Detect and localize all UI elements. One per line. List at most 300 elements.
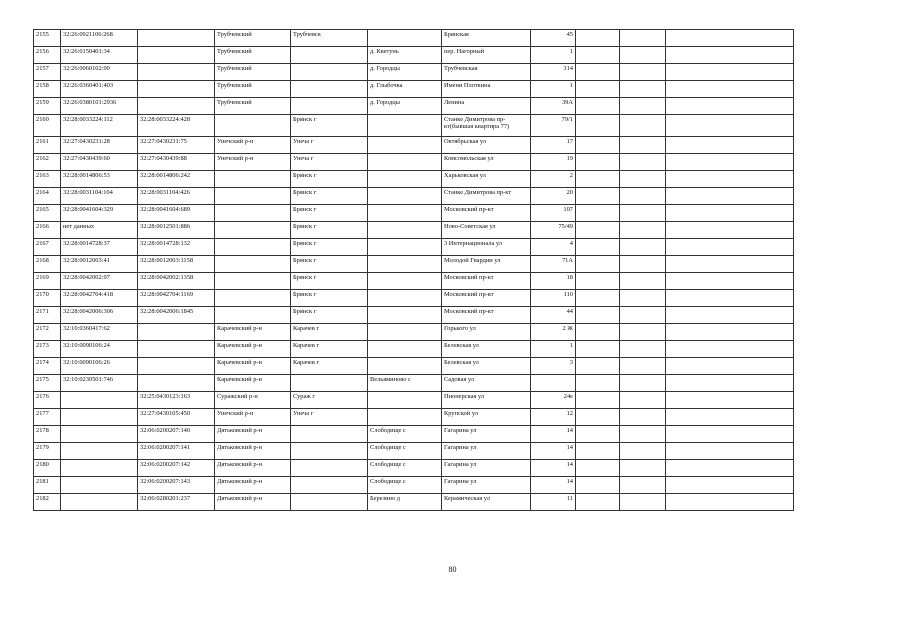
cell-cadastral-number-2: 32:28:0012003:1158 (138, 256, 215, 273)
cell-district (215, 188, 291, 205)
table-row (34, 115, 794, 137)
cell-row-number: 2159 (34, 98, 61, 115)
cell-district: Трубчевский (215, 98, 291, 115)
cell-extra-3 (666, 171, 794, 188)
cell-house-number: 20 (531, 188, 576, 205)
cell-house-number: 39А (531, 98, 576, 115)
table-row (34, 154, 794, 171)
cell-extra-3 (666, 409, 794, 426)
cell-cadastral-number-2: 32:28:0042002:1358 (138, 273, 215, 290)
cell-cadastral-number-2: 32:28:0014806:242 (138, 171, 215, 188)
cell-row-number: 2166 (34, 222, 61, 239)
cell-district (215, 171, 291, 188)
cell-extra-1 (576, 341, 620, 358)
table-row (34, 392, 794, 409)
cell-cadastral-number-2 (138, 375, 215, 392)
cell-settlement (368, 324, 442, 341)
cell-extra-1 (576, 64, 620, 81)
cell-row-number: 2182 (34, 494, 61, 511)
cell-house-number: 24е (531, 392, 576, 409)
cell-district: Карачевский р-н (215, 324, 291, 341)
cell-cadastral-number: 32:26:0150401:34 (61, 47, 138, 64)
cell-city: Сураж г (291, 392, 368, 409)
table-row (34, 188, 794, 205)
cell-extra-3 (666, 358, 794, 375)
cell-street: Гагарина ул (442, 443, 531, 460)
cell-city (291, 443, 368, 460)
cell-city: Унеча г (291, 137, 368, 154)
table-row (34, 256, 794, 273)
cell-street: Гагарина ул (442, 426, 531, 443)
cell-house-number: 71А (531, 256, 576, 273)
property-table (33, 29, 794, 511)
cell-district: Трубчевский (215, 81, 291, 98)
cell-house-number: 44 (531, 307, 576, 324)
table-row (34, 324, 794, 341)
cell-house-number: 14 (531, 443, 576, 460)
cell-extra-2 (620, 290, 666, 307)
cell-district (215, 307, 291, 324)
cell-district: Унечский р-н (215, 137, 291, 154)
table-row (34, 426, 794, 443)
cell-extra-3 (666, 64, 794, 81)
cell-extra-1 (576, 460, 620, 477)
cell-street: Гагарина ул (442, 477, 531, 494)
cell-street: Пионерская ул (442, 392, 531, 409)
cell-district: Карачевский р-н (215, 341, 291, 358)
cell-cadastral-number: 32:26:0921106:268 (61, 30, 138, 47)
cell-extra-3 (666, 477, 794, 494)
cell-row-number: 2161 (34, 137, 61, 154)
cell-city (291, 375, 368, 392)
cell-row-number: 2163 (34, 171, 61, 188)
table-row (34, 47, 794, 64)
cell-row-number: 2155 (34, 30, 61, 47)
cell-settlement (368, 341, 442, 358)
cell-district: Карачевский р-н (215, 375, 291, 392)
cell-settlement (368, 205, 442, 222)
cell-extra-2 (620, 115, 666, 137)
cell-row-number: 2168 (34, 256, 61, 273)
cell-street: Московский пр-кт (442, 307, 531, 324)
cell-extra-3 (666, 154, 794, 171)
cell-street: Октябрьская ул (442, 137, 531, 154)
cell-city: Брянск г (291, 256, 368, 273)
cell-cadastral-number-2: 32:27:0430105:450 (138, 409, 215, 426)
cell-city: Брянск г (291, 115, 368, 137)
cell-extra-3 (666, 81, 794, 98)
cell-extra-1 (576, 256, 620, 273)
cell-extra-2 (620, 171, 666, 188)
cell-cadastral-number: 32:10:0090106:24 (61, 341, 138, 358)
cell-cadastral-number: 32:28:0041604:329 (61, 205, 138, 222)
cell-street: Садовая ул (442, 375, 531, 392)
cell-extra-1 (576, 307, 620, 324)
cell-cadastral-number-2 (138, 358, 215, 375)
cell-cadastral-number (61, 426, 138, 443)
table-row (34, 443, 794, 460)
cell-extra-2 (620, 222, 666, 239)
cell-street: Гагарина ул (442, 460, 531, 477)
table-row (34, 290, 794, 307)
cell-house-number (531, 375, 576, 392)
cell-street: Московский пр-кт (442, 273, 531, 290)
cell-row-number: 2169 (34, 273, 61, 290)
cell-street: Молодой Гвардии ул (442, 256, 531, 273)
cell-extra-3 (666, 392, 794, 409)
table-row (34, 98, 794, 115)
cell-house-number: 1 (531, 81, 576, 98)
table-row (34, 494, 794, 511)
cell-city: Карачев г (291, 324, 368, 341)
cell-cadastral-number: 32:26:0380101:2936 (61, 98, 138, 115)
cell-settlement: д. Глыбочка (368, 81, 442, 98)
cell-cadastral-number: нет данных (61, 222, 138, 239)
cell-house-number: 314 (531, 64, 576, 81)
cell-settlement: Вельяминово с (368, 375, 442, 392)
table-row (34, 137, 794, 154)
cell-street: Имени Плоткина (442, 81, 531, 98)
cell-settlement (368, 409, 442, 426)
cell-street: Комсомольская ул (442, 154, 531, 171)
cell-street: Ново-Советская ул (442, 222, 531, 239)
cell-extra-2 (620, 98, 666, 115)
cell-district: Дятьковский р-н (215, 460, 291, 477)
cell-extra-2 (620, 154, 666, 171)
cell-row-number: 2176 (34, 392, 61, 409)
cell-extra-1 (576, 273, 620, 290)
cell-settlement (368, 358, 442, 375)
cell-district: Дятьковский р-н (215, 494, 291, 511)
cell-street: Белевская ул (442, 358, 531, 375)
cell-extra-2 (620, 426, 666, 443)
cell-row-number: 2180 (34, 460, 61, 477)
cell-row-number: 2164 (34, 188, 61, 205)
table-row (34, 239, 794, 256)
cell-settlement (368, 154, 442, 171)
cell-row-number: 2162 (34, 154, 61, 171)
cell-extra-1 (576, 477, 620, 494)
cell-cadastral-number: 32:28:0012003:41 (61, 256, 138, 273)
cell-city: Трубчевск (291, 30, 368, 47)
cell-street: 3 Интернационала ул (442, 239, 531, 256)
cell-extra-1 (576, 494, 620, 511)
table-row (34, 273, 794, 290)
cell-extra-1 (576, 443, 620, 460)
cell-extra-1 (576, 426, 620, 443)
cell-settlement (368, 222, 442, 239)
cell-house-number: 107 (531, 205, 576, 222)
table-row (34, 222, 794, 239)
cell-cadastral-number-2 (138, 324, 215, 341)
cell-settlement (368, 137, 442, 154)
cell-extra-3 (666, 188, 794, 205)
cell-row-number: 2173 (34, 341, 61, 358)
cell-settlement (368, 115, 442, 137)
cell-house-number: 1 (531, 47, 576, 64)
cell-extra-3 (666, 426, 794, 443)
cell-district: Трубчевский (215, 64, 291, 81)
cell-cadastral-number-2 (138, 64, 215, 81)
cell-extra-1 (576, 358, 620, 375)
cell-house-number: 2 Ж (531, 324, 576, 341)
cell-extra-2 (620, 239, 666, 256)
cell-house-number: 17 (531, 137, 576, 154)
cell-row-number: 2179 (34, 443, 61, 460)
cell-city: Брянск г (291, 188, 368, 205)
table-row (34, 341, 794, 358)
cell-extra-2 (620, 47, 666, 64)
cell-extra-3 (666, 307, 794, 324)
cell-extra-2 (620, 188, 666, 205)
cell-extra-3 (666, 460, 794, 477)
table-body (34, 30, 794, 511)
cell-row-number: 2181 (34, 477, 61, 494)
table-row (34, 205, 794, 222)
cell-settlement (368, 307, 442, 324)
cell-extra-2 (620, 137, 666, 154)
cell-settlement (368, 256, 442, 273)
cell-extra-2 (620, 409, 666, 426)
cell-extra-2 (620, 307, 666, 324)
cell-extra-1 (576, 188, 620, 205)
cell-city: Брянск г (291, 290, 368, 307)
cell-city (291, 477, 368, 494)
cell-district: Дятьковский р-н (215, 443, 291, 460)
table-row (34, 477, 794, 494)
cell-street: Белевская ул (442, 341, 531, 358)
cell-cadastral-number-2: 32:28:0041604:689 (138, 205, 215, 222)
table-row (34, 307, 794, 324)
cell-extra-3 (666, 375, 794, 392)
cell-cadastral-number-2: 32:28:0033224:428 (138, 115, 215, 137)
cell-settlement (368, 392, 442, 409)
cell-extra-2 (620, 205, 666, 222)
cell-settlement (368, 188, 442, 205)
cell-house-number: 14 (531, 460, 576, 477)
cell-extra-1 (576, 171, 620, 188)
cell-city: Брянск г (291, 222, 368, 239)
cell-cadastral-number (61, 443, 138, 460)
cell-cadastral-number (61, 409, 138, 426)
cell-cadastral-number-2: 32:28:0012501:886 (138, 222, 215, 239)
cell-extra-3 (666, 341, 794, 358)
cell-street: Харьковская ул (442, 171, 531, 188)
cell-settlement (368, 30, 442, 47)
cell-cadastral-number (61, 392, 138, 409)
cell-row-number: 2175 (34, 375, 61, 392)
table-row (34, 81, 794, 98)
cell-extra-1 (576, 375, 620, 392)
cell-house-number: 4 (531, 239, 576, 256)
cell-extra-3 (666, 115, 794, 137)
cell-city: Брянск г (291, 205, 368, 222)
cell-extra-1 (576, 98, 620, 115)
cell-district: Унечский р-н (215, 154, 291, 171)
cell-extra-2 (620, 375, 666, 392)
cell-extra-1 (576, 154, 620, 171)
cell-extra-3 (666, 239, 794, 256)
cell-row-number: 2160 (34, 115, 61, 137)
cell-city: Карачев г (291, 341, 368, 358)
cell-cadastral-number: 32:28:0014728:37 (61, 239, 138, 256)
cell-row-number: 2177 (34, 409, 61, 426)
cell-cadastral-number-2: 32:27:0430231:75 (138, 137, 215, 154)
cell-district: Дятьковский р-н (215, 477, 291, 494)
cell-cadastral-number: 32:28:0031104:104 (61, 188, 138, 205)
cell-city (291, 494, 368, 511)
cell-row-number: 2157 (34, 64, 61, 81)
cell-extra-1 (576, 205, 620, 222)
cell-row-number: 2167 (34, 239, 61, 256)
cell-extra-2 (620, 477, 666, 494)
cell-extra-3 (666, 290, 794, 307)
cell-cadastral-number: 32:28:0014806:53 (61, 171, 138, 188)
cell-extra-3 (666, 222, 794, 239)
cell-extra-1 (576, 30, 620, 47)
cell-street: Московский пр-кт (442, 290, 531, 307)
cell-city: Унеча г (291, 154, 368, 171)
cell-district (215, 239, 291, 256)
cell-city: Брянск г (291, 307, 368, 324)
cell-cadastral-number: 32:28:0042704:418 (61, 290, 138, 307)
page-number: 80 (448, 565, 457, 574)
table-row (34, 375, 794, 392)
cell-house-number: 2 (531, 171, 576, 188)
cell-city: Унеча г (291, 409, 368, 426)
cell-cadastral-number: 32:28:0042006:306 (61, 307, 138, 324)
cell-settlement (368, 239, 442, 256)
cell-extra-2 (620, 341, 666, 358)
cell-cadastral-number-2: 32:28:0042006:1845 (138, 307, 215, 324)
cell-street: пер. Нагорный (442, 47, 531, 64)
cell-street: Станке Димитрова пр-кт (442, 188, 531, 205)
cell-house-number: 1 (531, 341, 576, 358)
cell-house-number: 12 (531, 409, 576, 426)
cell-district: Трубчевский (215, 47, 291, 64)
cell-cadastral-number: 32:27:0430439:60 (61, 154, 138, 171)
cell-cadastral-number-2: 32:28:0031104:426 (138, 188, 215, 205)
cell-cadastral-number-2 (138, 47, 215, 64)
cell-city: Брянск г (291, 273, 368, 290)
cell-house-number: 3 (531, 358, 576, 375)
cell-settlement: Слободище с (368, 477, 442, 494)
cell-extra-1 (576, 239, 620, 256)
cell-cadastral-number-2: 32:28:0014728:132 (138, 239, 215, 256)
cell-settlement (368, 171, 442, 188)
cell-extra-3 (666, 137, 794, 154)
cell-extra-1 (576, 290, 620, 307)
cell-district (215, 290, 291, 307)
cell-house-number: 75/49 (531, 222, 576, 239)
cell-cadastral-number (61, 477, 138, 494)
cell-cadastral-number-2: 32:06:0200207:141 (138, 443, 215, 460)
cell-cadastral-number-2: 32:06:0200207:143 (138, 477, 215, 494)
cell-row-number: 2158 (34, 81, 61, 98)
cell-extra-2 (620, 273, 666, 290)
cell-extra-1 (576, 222, 620, 239)
cell-cadastral-number: 32:10:0360417:62 (61, 324, 138, 341)
cell-extra-3 (666, 98, 794, 115)
cell-extra-2 (620, 443, 666, 460)
cell-extra-2 (620, 358, 666, 375)
cell-extra-2 (620, 494, 666, 511)
cell-settlement: д. Городцы (368, 98, 442, 115)
cell-settlement: д. Кветунь (368, 47, 442, 64)
cell-row-number: 2170 (34, 290, 61, 307)
cell-street: Трубчевская (442, 64, 531, 81)
cell-district: Унечский р-н (215, 409, 291, 426)
cell-house-number: 14 (531, 426, 576, 443)
cell-cadastral-number-2: 32:06:0200207:142 (138, 460, 215, 477)
cell-settlement: Слободище с (368, 443, 442, 460)
cell-extra-1 (576, 47, 620, 64)
cell-street: Горького ул (442, 324, 531, 341)
cell-settlement: д. Городцы (368, 64, 442, 81)
cell-extra-1 (576, 409, 620, 426)
cell-extra-1 (576, 392, 620, 409)
cell-district (215, 205, 291, 222)
cell-house-number: 110 (531, 290, 576, 307)
cell-settlement: Березино д (368, 494, 442, 511)
cell-cadastral-number: 32:26:0360401:403 (61, 81, 138, 98)
cell-street: Станке Димитрова пр-кт(бывшая квартира 77) (442, 115, 531, 137)
cell-extra-3 (666, 494, 794, 511)
cell-extra-1 (576, 115, 620, 137)
cell-district (215, 115, 291, 137)
cell-cadastral-number-2: 32:06:0200207:140 (138, 426, 215, 443)
cell-extra-3 (666, 256, 794, 273)
cell-district: Трубчевский (215, 30, 291, 47)
cell-extra-2 (620, 324, 666, 341)
table-row (34, 64, 794, 81)
cell-house-number: 19 (531, 154, 576, 171)
cell-city: Брянск г (291, 239, 368, 256)
table-row (34, 171, 794, 188)
cell-extra-2 (620, 81, 666, 98)
cell-district (215, 273, 291, 290)
cell-city (291, 426, 368, 443)
cell-extra-3 (666, 273, 794, 290)
cell-extra-2 (620, 460, 666, 477)
cell-cadastral-number: 32:10:0230501:746 (61, 375, 138, 392)
cell-street: Крупской ул (442, 409, 531, 426)
cell-house-number: 45 (531, 30, 576, 47)
cell-house-number: 18 (531, 273, 576, 290)
cell-district (215, 256, 291, 273)
cell-extra-3 (666, 324, 794, 341)
cell-district: Суражский р-н (215, 392, 291, 409)
cell-street: Брянская (442, 30, 531, 47)
cell-extra-2 (620, 64, 666, 81)
cell-settlement: Слободище с (368, 426, 442, 443)
cell-cadastral-number: 32:28:0042002:97 (61, 273, 138, 290)
cell-city: Брянск г (291, 171, 368, 188)
cell-cadastral-number: 32:28:0033224:112 (61, 115, 138, 137)
cell-cadastral-number-2 (138, 81, 215, 98)
cell-row-number: 2172 (34, 324, 61, 341)
cell-cadastral-number-2: 32:28:0042704:1169 (138, 290, 215, 307)
cell-city (291, 47, 368, 64)
cell-row-number: 2178 (34, 426, 61, 443)
cell-district: Карачевский р-н (215, 358, 291, 375)
cell-settlement (368, 273, 442, 290)
cell-district (215, 222, 291, 239)
cell-row-number: 2171 (34, 307, 61, 324)
cell-cadastral-number-2: 32:25:0430123:163 (138, 392, 215, 409)
cell-extra-1 (576, 324, 620, 341)
cell-cadastral-number: 32:26:0060102:90 (61, 64, 138, 81)
